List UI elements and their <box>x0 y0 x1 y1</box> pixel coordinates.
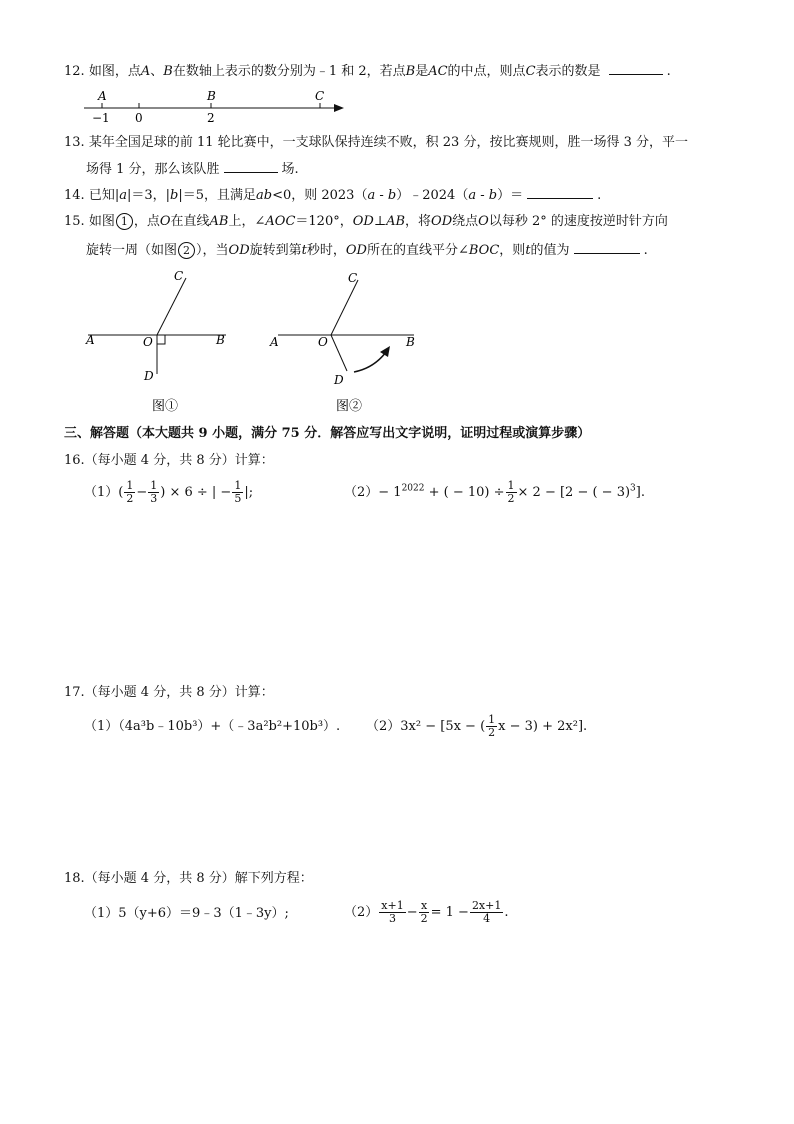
question-15: 15. 如图 1 ，点O在直线AB上，∠AOC＝120°，OD⊥AB，将OD绕点O以每秒 2° 的速度按逆时针方向 <box>64 214 668 229</box>
fraction: $\frac{1}{2}$ <box>126 479 134 505</box>
fraction: $\frac{2x+1}{4}$ <box>471 899 502 925</box>
question-14: 14. 已知|a|＝3，|b|＝5，且满足ab<0，则 2023（a - b）﹣2024（a - b）＝ . <box>64 188 602 203</box>
question-16-heading: 16.（每小题 4 分，共 8 分）计算： <box>64 453 274 468</box>
arrow-head-icon <box>380 346 390 357</box>
tick-label-neg1: −1 <box>92 111 110 124</box>
question-16-part-1: （1）( $\frac{1}{2}$ − $\frac{1}{3}$ ) × 6 ÷ | − $\frac{1}{5}$ |; <box>84 479 254 505</box>
label-b: B <box>207 89 216 103</box>
question-16-part-2: $(2)- 1^{2022}$ + ( − 10) ÷ $\frac{1}{2}$ × 2 − [2 − ( − 3)$^3$]. <box>344 479 645 505</box>
rotation-arrow <box>354 352 386 372</box>
ray-od <box>331 335 347 371</box>
label-b: B <box>216 333 225 347</box>
figure-caption: 图① <box>152 399 179 414</box>
ray-oc <box>331 280 358 335</box>
tick-label-0: 0 <box>135 111 143 124</box>
question-17-heading: 17.（每小题 4 分，共 8 分）计算： <box>64 685 274 700</box>
question-18-part-2: （2） $\frac{x+1}{3}$ − $\frac{x}{2}$ = 1 − $\frac{2x+1}{4}$ . <box>344 899 509 925</box>
figure-caption: 图② <box>336 399 363 414</box>
question-15-line2: 旋转一周（如图 2 ），当OD旋转到第t秒时，OD所在的直线平分∠BOC，则t的值为 . <box>86 243 648 258</box>
answer-blank[interactable] <box>224 160 278 173</box>
question-17-part-1: （1）（4a³b﹣10b³）+（﹣3a²b²+10b³）. <box>84 719 341 734</box>
label-c: C <box>174 269 184 283</box>
fraction: $\frac{1}{2}$ <box>507 479 515 505</box>
label-a: A <box>98 89 107 103</box>
ray-oc <box>157 278 186 335</box>
label-d: D <box>144 369 154 383</box>
fraction: $\frac{1}{5}$ <box>234 479 242 505</box>
arrow-head-icon <box>334 104 344 112</box>
section-3-heading: 三、解答题（本大题共 9 小题，满分 75 分．解答应写出文字说明，证明过程或演算步骤） <box>64 426 591 441</box>
right-angle-mark <box>157 335 165 344</box>
answer-blank[interactable] <box>574 241 640 254</box>
label-c: C <box>315 89 325 103</box>
label-a: A <box>270 335 279 349</box>
question-12: 12. 如图，点A、B在数轴上表示的数分别为﹣1 和 2，若点B是AC的中点，则点C表示的数是 . <box>64 64 671 79</box>
figure-2 <box>266 264 436 420</box>
fraction: $\frac{1}{2}$ <box>488 713 496 739</box>
question-13-line2: 场得 1 分，那么该队胜 场. <box>86 162 299 177</box>
answer-blank[interactable] <box>609 62 663 75</box>
number-line <box>80 86 350 124</box>
label-o: O <box>318 335 328 349</box>
label-o: O <box>143 335 153 349</box>
label-b: B <box>406 335 415 349</box>
label-a: A <box>86 333 95 347</box>
fraction: $\frac{x+1}{3}$ <box>381 899 404 925</box>
figure-1 <box>80 264 240 420</box>
question-17-part-2: （2）3x² − [5x − ( $\frac{1}{2}$ x − 3) + 2x²]. <box>366 713 588 739</box>
tick-label-2: 2 <box>207 111 215 124</box>
question-13: 13. 某年全国足球的前 11 轮比赛中，一支球队保持连续不败，积 23 分，按比赛规则，胜一场得 3 分，平一 <box>64 135 688 150</box>
fraction: $\frac{x}{2}$ <box>420 899 428 925</box>
label-d: D <box>334 373 344 387</box>
label-c: C <box>348 271 358 285</box>
question-18-part-1: （1）5（y+6）＝9﹣3（1﹣3y）; <box>84 906 289 921</box>
question-18-heading: 18.（每小题 4 分，共 8 分）解下列方程： <box>64 871 313 886</box>
fraction: $\frac{1}{3}$ <box>150 479 158 505</box>
answer-blank[interactable] <box>527 186 593 199</box>
